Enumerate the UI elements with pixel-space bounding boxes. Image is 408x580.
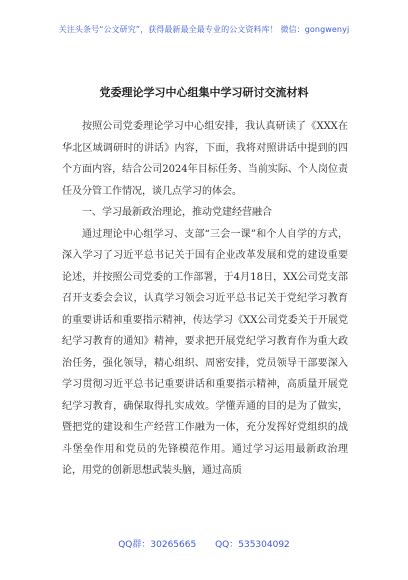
intro-paragraph: 按照公司党委理论学习中心组安排，我认真研读了《XXX在华北区域调研时的讲话》内容，下面，我将对照讲话中提到的四个方面内容，结合公司2024年目标任务、当前实际、个人岗位责任及分管工作情况，谈几点学习的体会。 bbox=[62, 121, 348, 197]
header-banner: 关注头条号“公文研究”，获得最新最全最专业的公文资料库！ 微信：gongwenyj bbox=[58, 25, 350, 34]
footer-qq: QQ：535304092 bbox=[215, 540, 290, 550]
footer-qq-group: QQ群：30265665 bbox=[118, 540, 197, 550]
footer-banner bbox=[0, 537, 408, 550]
document-title: 党委理论学习中心组集中学习研讨交流材料 bbox=[99, 86, 309, 99]
document-body bbox=[62, 116, 348, 482]
section-heading: 一、学习最新政治理论，推动党建经营融合 bbox=[82, 207, 272, 218]
section-paragraph: 通过理论中心组学习、支部“三会一课”和个人自学的方式，深入学习了习近平总书记关于国有企业改革发展和党的建设重要论述，并按照公司党委的工作部署，于4月18日，XX公司党支部召开支委会会议，认真学习领会习近平总书记关于党纪学习教育的重要讲话和重要指示精神，传达学习《XX公司党委关于开展党纪学习教育的通知》精神，要求把开展党纪学习教育作为重大政治任务，强化领导，精心组织、周密安排，党员领导干部要深入学习贯彻习近平总书记重要讲话和重要指示精神，高质量开展党纪学习教育，确保取得扎实成效。学懂弄通的目的是为了做实，暨把党的建设和生产经营工作融为一体，充分发挥好党组织的战斗堡垒作用和党员的先锋模范作用。通过学习运用最新政治理论，用党的创新思想武装头脑，通过高质 bbox=[62, 228, 348, 476]
